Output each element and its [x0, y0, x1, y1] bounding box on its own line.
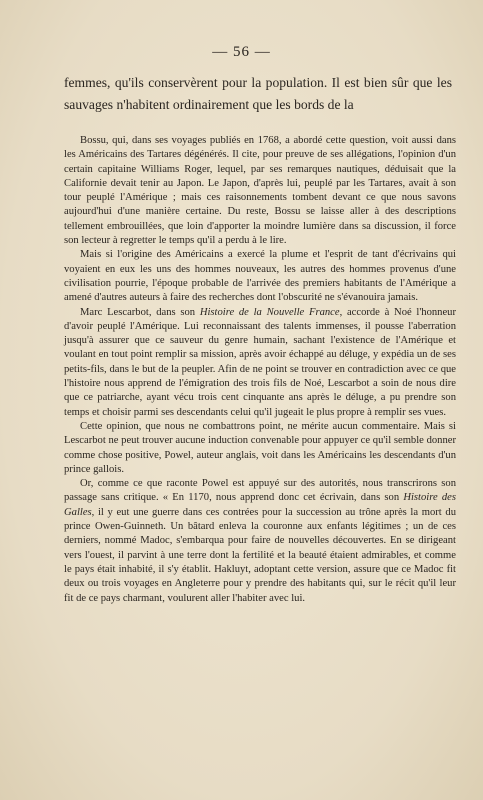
lead-paragraph: femmes, qu'ils conservèrent pour la population. Il est bien sûr que les sauvages n'habitent ordinairement que les bords de la: [64, 75, 452, 112]
body-text: [64, 134, 456, 606]
body-paragraph: [64, 477, 456, 606]
italic-title: Histoire des Galles: [64, 492, 456, 518]
text-run: Mais si l'origine des Américains a exercé la plume et l'esprit de tant d'écrivains qui voyaient en eux les uns des hommes nouveaux, les autres des hommes provenus d'une civilisation pourrie, l'époque probable de l'arrivée des premiers habitants de l'Amérique a amené d'autres auteurs à faire des recherches dont l'obscurité ne s'évanouira jamais.: [64, 249, 456, 304]
text-run: Or, comme ce que raconte Powel est appuyé sur des autorités, nous transcrirons son passage sans critique. « En 1170, nous apprend donc cet écrivain, dans son: [64, 478, 456, 504]
page-number: — 56 —: [212, 44, 271, 60]
lead-paragraph-block: [64, 72, 452, 116]
body-paragraph: [64, 134, 456, 248]
text-run: , accorde à Noé l'honneur d'avoir peuplé l'Amérique. Lui reconnaissant des talents immenses, il pousse l'aberration jusqu'à assurer que ce sauveur du genre humain, sachant l'existence de l'Amérique et voulant en tout point remplir sa mission, après avoir échappé au déluge, y expédia un de ses petits-fils, dans le but de la peupler. Afin de ne point se trouver en contradiction avec ce que l'histoire nous apprend de l'émigration des trois fils de Noé, Lescarbot a soin de nous dire que ce patriarche, ayant vécu trois cent cinquante ans après le déluge, a pu prendre son temps et choisir parmi ses descendants celui qu'il jugeait le plus propre à remplir ses vues.: [64, 306, 456, 418]
text-run: Bossu, qui, dans ses voyages publiés en 1768, a abordé cette question, voit aussi dans les Américains des Tartares dégénérés. Il cite, pour preuve de ses allégations, l'opinion d'un certain capitaine Williams Roger, lequel, par ses remarques nautiques, déduisait que la Californie devait tenir au Japon. Le Japon, d'après lui, peuplé par les Tartares, avait à son tour peuplé l'Amérique ; mais ces raisonnements tombent devant ce que nous savons aujourd'hui d'une manière certaine. Du reste, Bossu se laisse aller à des descriptions tellement embrouillées, que loin d'apporter la moindre lumière dans sa discussion, il force son lecteur à regretter le temps qu'il a perdu à le lire.: [64, 135, 456, 247]
text-run: , il y eut une guerre dans ces contrées pour la succession au trône après la mort du prince Owen-Guinneth. Un bâtard enleva la couronne aux enfants légitimes ; un de ces derniers, nommé Madoc, s'embarqua pour faire de nouvelles découvertes. En se dirigeant vers l'ouest, il parvint à une terre dont la fertilité et la beauté étaient admirables, et comme le pays était inhabité, il s'y établit. Hakluyt, adoptant cette version, assure que ce Madoc fit deux ou trois voyages en Angleterre pour y prendre des habitants qui, sur le récit qu'il leur fit de ce pays charmant, voulurent aller l'habiter avec lui.: [64, 506, 456, 604]
body-paragraph: [64, 306, 456, 420]
text-run: Cette opinion, que nous ne combattrons point, ne mérite aucun commentaire. Mais si Lescarbot ne peut trouver aucune induction convenable pour appuyer ce qu'il semble donner comme chose positive, Powel, auteur anglais, voit dans les Américains les descendants d'un prince gallois.: [64, 420, 456, 475]
italic-title: Histoire de la Nouvelle France: [199, 306, 340, 318]
text-run: Marc Lescarbot, dans son: [80, 306, 200, 318]
body-paragraph: [64, 248, 456, 305]
body-paragraph: [64, 420, 456, 477]
